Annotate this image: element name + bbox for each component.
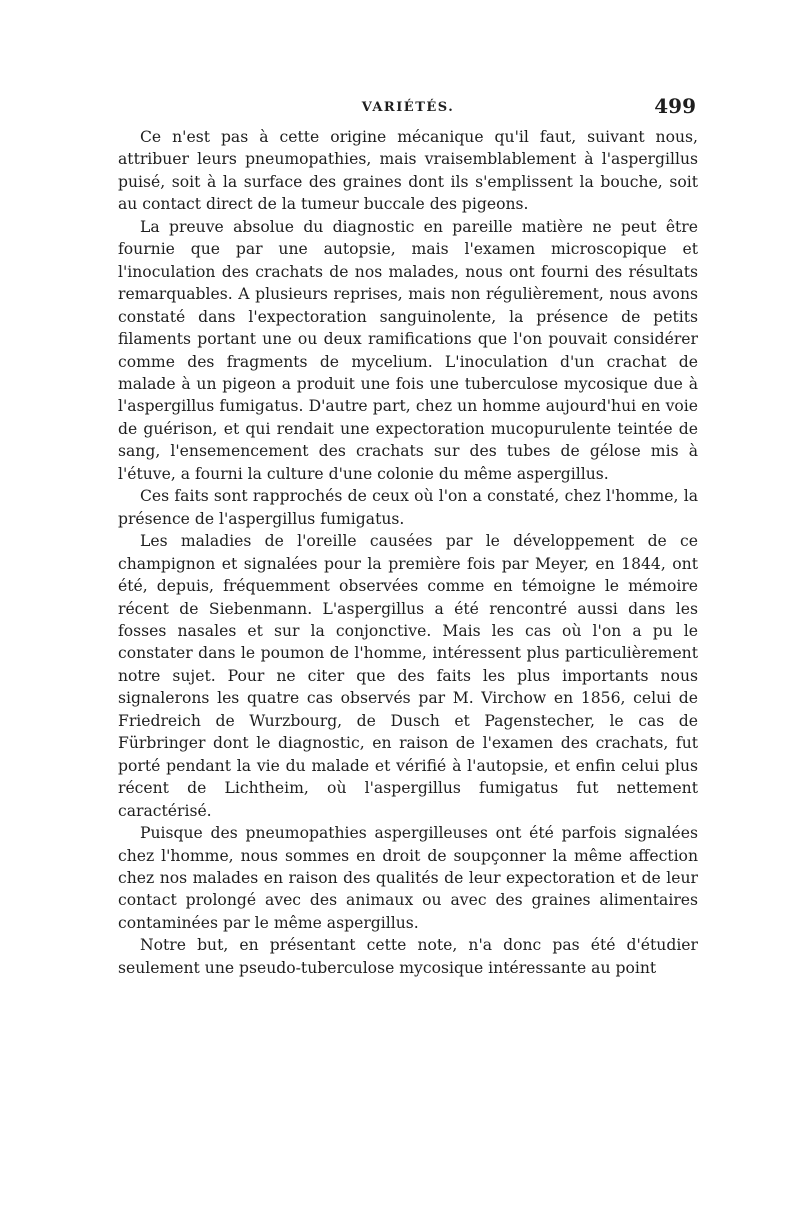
paragraph-human-cases-intro: Ces faits sont rapprochés de ceux où l'on a constaté, chez l'homme, la présence de l'aspergillus fumigatus. <box>118 487 698 528</box>
page-number: 499 <box>654 94 696 118</box>
body-text <box>118 126 698 979</box>
paragraph-diagnostic-proof: La preuve absolue du diagnostic en pareille matière ne peut être fournie que par une autopsie, mais l'examen microscopique et l'inoculation des crachats de nos malades, nous ont fourni des résultats remarquables. A plusieurs reprises, mais non régulièrement, nous avons constaté dans l'expectoration sanguinolente, la présence de petits filaments portant une ou deux ramifications que l'on pouvait considérer comme des fragments de mycelium. L'inoculation d'un crachat de malade à un pigeon a produit une fois une tuberculose mycosique due à l'aspergillus fumigatus. D'autre part, chez un homme aujourd'hui en voie de guérison, et qui rendait une expectoration mucopurulente teintée de sang, l'ensemencement des crachats sur des tubes de gélose mis à l'étuve, a fourni la culture d'une colonie du même aspergillus. <box>118 217 698 483</box>
paragraph-suspicion: Puisque des pneumopathies aspergilleuses ont été parfois signalées chez l'homme, nous sommes en droit de soupçonner la même affection chez nos malades en raison des qualités de leur expectoration et de leur contact prolongé avec des animaux ou avec des graines alimentaires contaminées par le même aspergillus. <box>118 824 698 932</box>
book-page <box>118 92 698 979</box>
running-head <box>118 92 698 126</box>
paragraph-historical-cases: Les maladies de l'oreille causées par le développement de ce champignon et signalées pour la première fois par Meyer, en 1844, ont été, depuis, fréquemment observées comme en témoigne le mémoire récent de Siebenmann. L'aspergillus a été rencontré aussi dans les fosses nasales et sur la conjonctive. Mais les cas où l'on a pu le constater dans le poumon de l'homme, intéressent plus particulièrement notre sujet. Pour ne citer que des faits les plus importants nous signalerons les quatre cas observés par M. Virchow en 1856, celui de Friedreich de Wurzbourg, de Dusch et Pagenstecher, le cas de Fürbringer dont le diagnostic, en raison de l'examen des crachats, fut porté pendant la vie du malade et vérifié à l'autopsie, et enfin celui plus récent de Lichtheim, où l'aspergillus fumigatus fut nettement caractérisé. <box>118 532 698 820</box>
paragraph-purpose: Notre but, en présentant cette note, n'a donc pas été d'étudier seulement une pseudo-tuberculose mycosique intéressante au point <box>118 936 698 977</box>
running-title: VARIÉTÉS. <box>361 100 455 115</box>
paragraph-origin-of-pneumopathies: Ce n'est pas à cette origine mécanique qu'il faut, suivant nous, attribuer leurs pneumopathies, mais vraisemblablement à l'aspergillus puisé, soit à la surface des graines dont ils s'emplissent la bouche, soit au contact direct de la tumeur buccale des pigeons. <box>118 128 698 214</box>
